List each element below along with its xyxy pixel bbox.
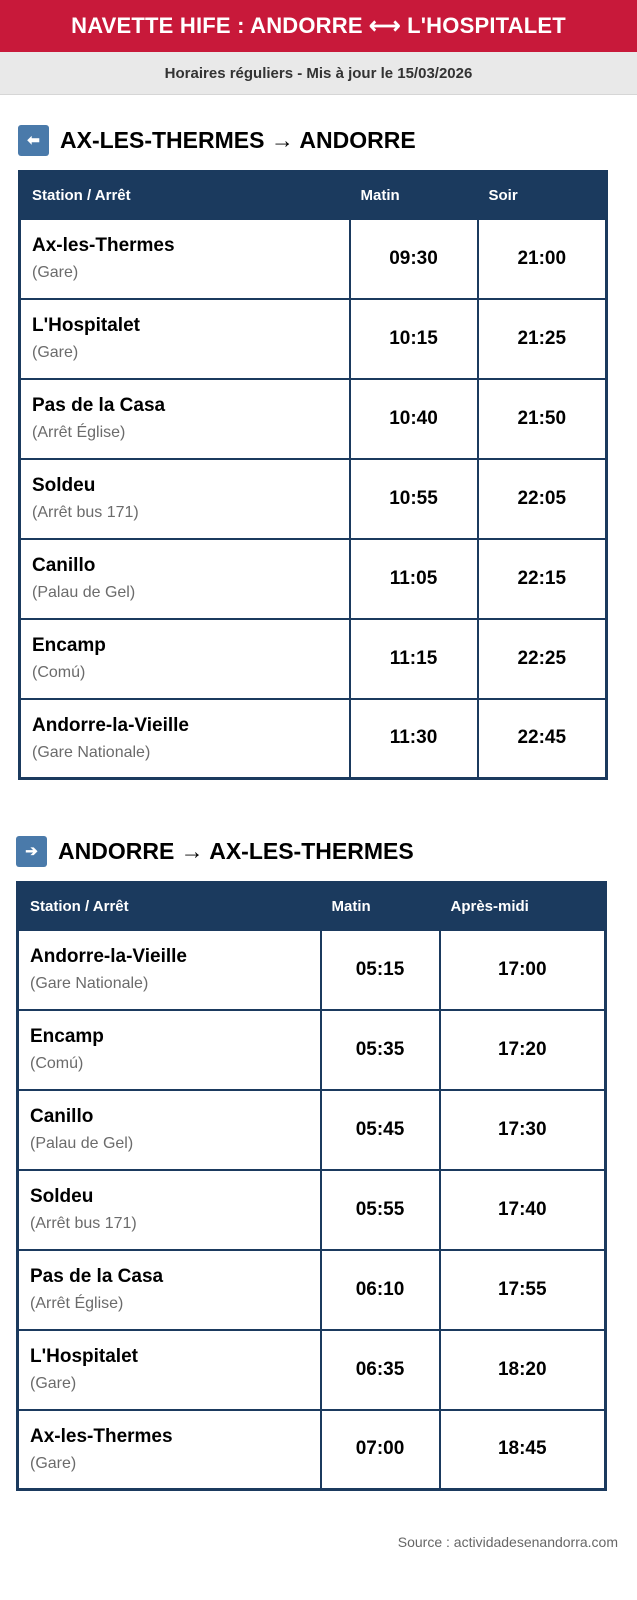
departure-time-2: 21:00 [478,219,607,299]
update-text: Horaires réguliers - Mis à jour le 15/03/2026 [164,64,473,82]
station-name: L'Hospitalet [30,1346,138,1367]
departure-time-2: 18:20 [440,1330,606,1410]
departure-time-1: 05:35 [321,1010,440,1090]
station-stop: (Palau de Gel) [30,1135,134,1152]
arrow-right-icon: ➔ [16,836,47,867]
station-stop: (Gare) [32,344,79,361]
table-row [20,459,607,539]
table-row [20,379,607,459]
station-name: Pas de la Casa [30,1266,164,1287]
departure-time-2: 18:45 [440,1410,606,1490]
return-title: ANDORRE → AX-LES-THERMES [58,837,414,864]
source-credit: Source : actividadesenandorra.com [397,1534,618,1550]
departure-time-1: 09:30 [350,219,478,299]
departure-time-1: 06:35 [321,1330,440,1410]
column-header-morning: Matin [321,883,440,930]
station-stop: (Gare) [32,264,79,282]
outbound-heading [0,123,637,157]
table-row [18,1330,606,1410]
table-row [18,930,606,1010]
table-header-row [18,883,606,930]
column-header-afternoon: Après-midi [440,883,606,930]
station-name: Canillo [30,1106,94,1127]
departure-time-2: 21:25 [478,299,607,379]
station-stop: (Gare) [30,1375,77,1392]
return-heading [0,834,637,868]
station-stop: (Arrêt Église) [30,1295,124,1312]
table-row [20,619,607,699]
departure-time-1: 10:55 [350,459,478,539]
station-name: Soldeu [30,1186,94,1207]
column-header-morning: Matin [350,172,478,219]
departure-time-1: 05:15 [321,930,440,1010]
station-name: Encamp [30,1026,104,1047]
departure-time-1: 06:10 [321,1250,440,1330]
departure-time-2: 21:50 [478,379,607,459]
station-cell [20,699,350,779]
departure-time-1: 11:05 [350,539,478,619]
departure-time-1: 11:15 [350,619,478,699]
station-cell [20,379,350,459]
station-stop: (Arrêt bus 171) [32,504,139,521]
table-row [18,1010,606,1090]
departure-time-2: 17:55 [440,1250,606,1330]
station-cell [20,219,350,299]
station-stop: (Comú) [30,1055,84,1072]
departure-time-1: 11:30 [350,699,478,779]
station-cell [20,299,350,379]
page-title: NAVETTE HIFE : ANDORRE ⟷ L'HOSPITALET [71,13,566,38]
table-row [20,219,607,299]
station-cell [18,1250,321,1330]
station-cell [18,1170,321,1250]
station-stop: (Arrêt bus 171) [30,1215,137,1232]
departure-time-1: 07:00 [321,1410,440,1490]
station-name: Soldeu [32,475,96,496]
departure-time-1: 10:40 [350,379,478,459]
station-cell [18,1090,321,1170]
table-row [18,1170,606,1250]
station-cell [20,619,350,699]
table-header-row [20,172,607,219]
departure-time-1: 05:45 [321,1090,440,1170]
table-row [18,1250,606,1330]
return-rows [18,930,606,1490]
table-row [20,699,607,779]
column-header-evening: Soir [478,172,607,219]
outbound-section [0,123,637,157]
departure-time-2: 17:30 [440,1090,606,1170]
station-cell [18,930,321,1010]
station-name: Andorre-la-Vieille [30,946,187,968]
station-name: L'Hospitalet [32,315,140,336]
return-timetable [16,881,607,1491]
station-stop: (Comú) [32,664,86,681]
station-name: Ax-les-Thermes [30,1425,173,1447]
station-name: Pas de la Casa [32,395,166,416]
table-row [18,1410,606,1490]
station-stop: (Gare) [30,1454,77,1472]
table-row [20,539,607,619]
outbound-timetable [18,170,608,780]
return-section [0,834,637,868]
departure-time-2: 17:20 [440,1010,606,1090]
station-cell [18,1010,321,1090]
departure-time-1: 10:15 [350,299,478,379]
station-cell [20,459,350,539]
station-name: Ax-les-Thermes [32,235,175,257]
station-name: Canillo [32,555,96,576]
station-stop: (Gare Nationale) [32,743,151,761]
station-stop: (Palau de Gel) [32,584,136,601]
column-header-station: Station / Arrêt [20,172,350,219]
departure-time-1: 05:55 [321,1170,440,1250]
departure-time-2: 22:25 [478,619,607,699]
outbound-title: AX-LES-THERMES → ANDORRE [60,126,416,153]
table-row [18,1090,606,1170]
departure-time-2: 17:00 [440,930,606,1010]
column-header-station: Station / Arrêt [18,883,321,930]
station-cell [18,1410,321,1490]
update-banner [0,52,637,95]
station-stop: (Arrêt Église) [32,424,126,441]
departure-time-2: 22:45 [478,699,607,779]
station-stop: (Gare Nationale) [30,975,149,993]
station-cell [20,539,350,619]
arrow-left-icon: ⬅ [18,125,49,156]
page-header [0,0,637,52]
departure-time-2: 22:05 [478,459,607,539]
station-cell [18,1330,321,1410]
outbound-rows [20,219,607,779]
departure-time-2: 22:15 [478,539,607,619]
station-name: Andorre-la-Vieille [32,714,189,736]
station-name: Encamp [32,635,106,656]
table-row [20,299,607,379]
departure-time-2: 17:40 [440,1170,606,1250]
